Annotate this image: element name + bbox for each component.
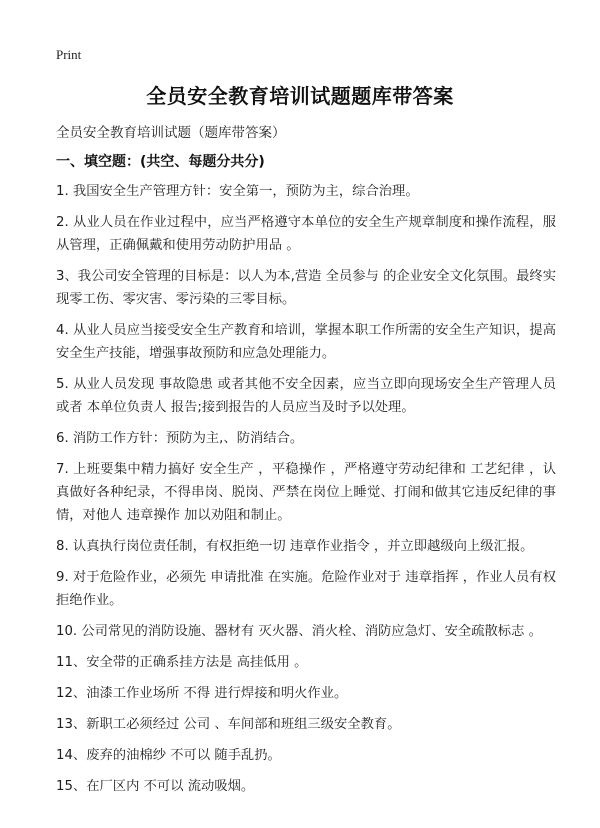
question-item: 3、我公司安全管理的目标是：以人为本,营造 全员参与 的企业安全文化氛围。最终实 现零工伤、零灾害、零污染的三零目标。 [56,269,556,307]
question-item: 15、在厂区内 不可以 流动吸烟。 [56,779,255,794]
question-item: 5. 从业人员发现 事故隐患 或者其他不安全因素，应当立即向现场安全生产管理人员或者 本单位负责人 报告;接到报告的人员应当及时予以处理。 [56,377,556,415]
question-list [56,180,556,806]
question-item: 7. 上班要集中精力搞好 安全生产 ，平稳操作 ，严格遵守劳动纪律和 工艺纪律 ，认真做好各种纪录，不得串岗、脱岗、严禁在岗位上睡觉、打闹和做其它违反纪律的事情，对他人 违章操作 加以劝阻和制止。 [56,462,556,523]
question-item: 13、新职工必须经过 公司 、车间部和班组三级安全教育。 [56,717,401,732]
document-title: 全员安全教育培训试题题库带答案 [146,84,454,108]
question-item: 10. 公司常见的消防设施、器材有 灭火器、消火栓、消防应急灯、安全疏散标志 。 [56,624,542,639]
print-link[interactable]: Print [56,47,82,62]
question-item: 6. 消防工作方针：预防为主,、防消结合。 [56,431,304,446]
question-item: 1. 我国安全生产管理方针：安全第一，预防为主，综合治理。 [56,184,419,199]
question-item: 2. 从业人员在作业过程中，应当严格遵守本单位的安全生产规章制度和操作流程，服从管理，正确佩戴和使用劳动防护用品 。 [56,215,556,253]
question-item: 14、废弃的油棉纱 不可以 随手乱扔。 [56,748,281,763]
question-item: 8. 认真执行岗位责任制，有权拒绝一切 违章作业指令 ，并立即越级向上级汇报。 [56,539,534,554]
document-subtitle: 全员安全教育培训试题（题库带答案） [56,125,286,141]
question-item: 4. 从业人员应当接受安全生产教育和培训，掌握本职工作所需的安全生产知识，提高安全生产技能，增强事故预防和应急处理能力。 [56,323,556,361]
question-item: 9. 对于危险作业，必须先 申请批准 在实施。危险作业对于 违章指挥 ，作业人员有权拒绝作业。 [56,570,556,608]
section-heading: 一、填空题：(共空、每题分共分) [56,154,265,170]
question-item: 12、油漆工作业场所 不得 进行焊接和明火作业。 [56,686,348,701]
question-item: 11、安全带的正确系挂方法是 高挂低用 。 [56,655,308,670]
